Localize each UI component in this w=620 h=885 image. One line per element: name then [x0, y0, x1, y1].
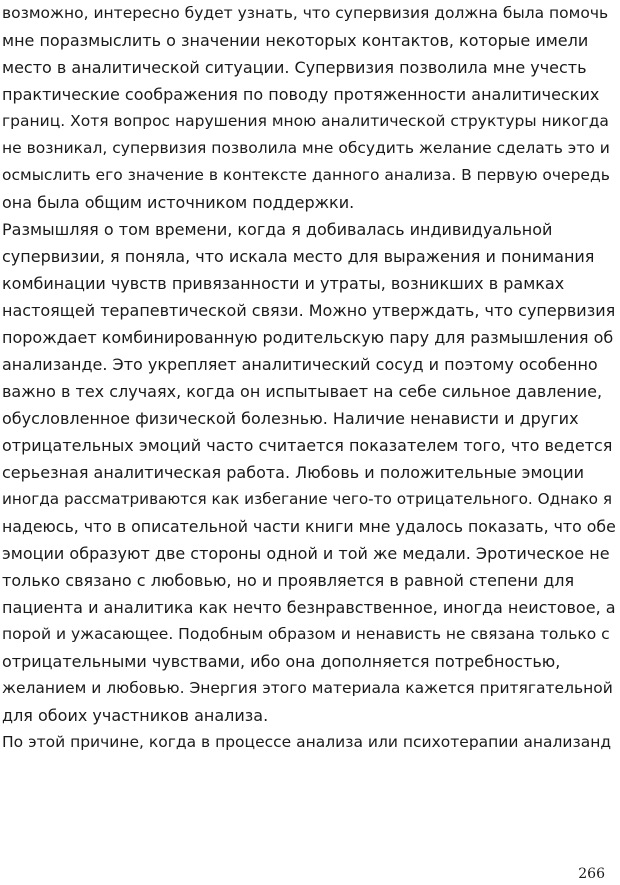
page-number: 266	[578, 866, 605, 882]
text-line-1: возможно, интересно будет узнать, что супервизия должна была помочь	[2, 4, 609, 22]
text-line-12: настоящей терапевтической связи. Можно утверждать, что супервизия	[2, 301, 616, 320]
text-line-22: только связано с любовью, но и проявляется в равной степени для	[2, 571, 575, 590]
text-line-2: мне поразмыслить о значении некоторых контактов, которые имели	[2, 31, 589, 50]
text-line-24: порой и ужасающее. Подобным образом и ненависть не связана только с	[2, 625, 610, 643]
text-line-17: отрицательных эмоций часто считается показателем того, что ведется	[2, 436, 613, 455]
text-line-18: серьезная аналитическая работа. Любовь и положительные эмоции	[2, 463, 584, 482]
text-line-9: Размышляя о том времени, когда я добивалась индивидуальной	[2, 220, 553, 239]
text-line-3: место в аналитической ситуации. Супервизия позволила мне учесть	[2, 58, 587, 77]
text-line-6: не возникал, супервизия позволила мне обсудить желание сделать это и	[2, 139, 610, 157]
text-line-27: для обоих участников анализа.	[2, 706, 269, 725]
text-line-8: она была общим источником поддержки.	[2, 193, 355, 212]
text-line-20: надеюсь, что в описательной части книги мне удалось показать, что обе	[2, 517, 616, 536]
text-line-5: границ. Хотя вопрос нарушения мною аналитической структуры никогда	[2, 112, 609, 130]
text-line-25: отрицательными чувствами, ибо она дополняется потребностью,	[2, 652, 561, 671]
text-line-16: обусловленное физической болезнью. Наличие ненависти и других	[2, 409, 579, 428]
text-line-11: комбинации чувств привязанности и утраты, возникших в рамках	[2, 274, 565, 293]
text-line-7: осмыслить его значение в контексте данного анализа. В первую очередь	[2, 166, 610, 184]
text-line-23: пациента и аналитика как нечто безнравственное, иногда неистовое, а	[2, 598, 616, 617]
text-line-15: важно в тех случаях, когда он испытывает на себе сильное давление,	[2, 382, 603, 401]
text-line-26: желанием и любовью. Энергия этого материала кажется притягательной	[2, 679, 613, 697]
text-line-21: эмоции образуют две стороны одной и той же медали. Эротическое не	[2, 544, 610, 563]
text-line-28: По этой причине, когда в процессе анализа или психотерапии анализанд	[2, 733, 612, 751]
text-line-4: практические соображения по поводу протяженности аналитических	[2, 85, 600, 104]
text-line-13: порождает комбинированную родительскую пару для размышления об	[2, 328, 614, 347]
text-line-14: анализанде. Это укрепляет аналитический сосуд и поэтому особенно	[2, 355, 598, 374]
text-line-10: супервизии, я поняла, что искала место для выражения и понимания	[2, 247, 595, 266]
text-line-19: иногда рассматриваются как избегание чего-то отрицательного. Однако я	[2, 490, 613, 508]
